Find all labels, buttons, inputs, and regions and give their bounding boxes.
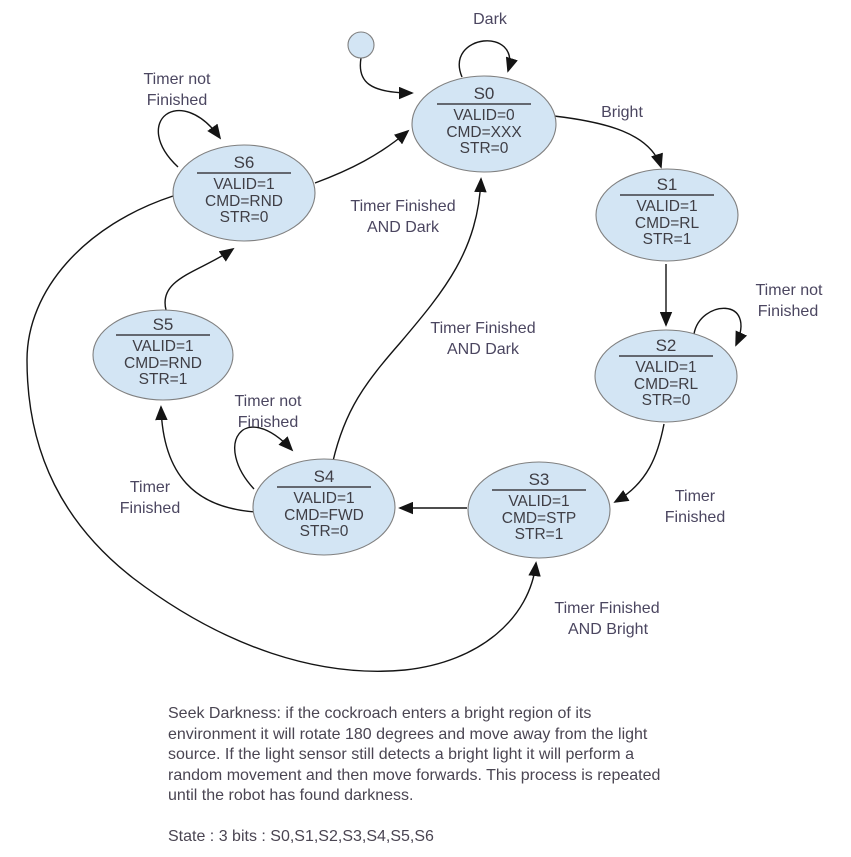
label-s4-timer-not-finished <box>235 393 303 431</box>
state-s4-name: S4 <box>313 467 335 486</box>
state-s6-cmd: CMD=RND <box>205 193 283 210</box>
label-dark: Dark <box>473 11 507 28</box>
initial-state-marker <box>348 32 374 58</box>
state-s5-cmd: CMD=RND <box>124 355 202 372</box>
label-s6-s3-timer-finished-and-bright <box>554 600 659 638</box>
edge-s5-to-s6 <box>165 249 233 310</box>
label-s6-s0-timer-finished-and-dark <box>350 198 455 236</box>
svg-text:Timer Finished: Timer Finished <box>554 600 660 617</box>
svg-text:AND Bright: AND Bright <box>567 621 649 638</box>
svg-text:Finished: Finished <box>237 414 299 431</box>
state-s1-name: S1 <box>656 175 678 194</box>
state-s0-valid: VALID=0 <box>453 107 515 124</box>
state-s0-cmd: CMD=XXX <box>446 124 522 141</box>
state-s1-valid: VALID=1 <box>636 198 698 215</box>
edge-start-to-s0 <box>360 58 412 93</box>
state-s1 <box>596 169 738 261</box>
state-s5-valid: VALID=1 <box>132 338 194 355</box>
edge-s6-to-s3-tf-and-bright <box>27 196 536 671</box>
state-s6-valid: VALID=1 <box>213 176 275 193</box>
edge-s6-to-s0-tf-and-dark <box>315 131 408 183</box>
state-s1-str: STR=1 <box>642 231 692 248</box>
state-s6-name: S6 <box>233 153 255 172</box>
svg-text:Finished: Finished <box>757 303 819 320</box>
state-s3-cmd: CMD=STP <box>501 510 577 527</box>
state-s0-name: S0 <box>473 84 495 103</box>
state-bits-note: State : 3 bits : S0,S1,S2,S3,S4,S5,S6 <box>168 828 434 845</box>
label-s4-s5-timer-finished <box>120 479 180 517</box>
svg-text:Timer Finished: Timer Finished <box>350 198 456 215</box>
state-s2-str: STR=0 <box>641 392 691 409</box>
state-s1-cmd: CMD=RL <box>634 215 700 232</box>
svg-text:Timer not: Timer not <box>234 393 302 410</box>
state-s3-str: STR=1 <box>514 526 564 543</box>
state-s2-valid: VALID=1 <box>635 359 697 376</box>
caption-paragraph: Seek Darkness: if the cockroach enters a bright region of its environment it will rotate 180 degrees and move away from the light source. If the light sensor still detects a bright light it will perform a random movement and then move forwards. This process is repeated until the robot has found darkness. <box>168 705 661 804</box>
label-s4-s0-timer-finished-and-dark <box>430 320 535 358</box>
label-s6-timer-not-finished <box>144 71 212 109</box>
state-s6-str: STR=0 <box>219 209 269 226</box>
svg-text:Finished: Finished <box>664 509 726 526</box>
svg-text:Finished: Finished <box>146 92 208 109</box>
state-s3 <box>468 462 610 558</box>
state-s5 <box>93 310 233 400</box>
state-s3-valid: VALID=1 <box>508 493 570 510</box>
svg-text:Timer Finished: Timer Finished <box>430 320 536 337</box>
state-s2-name: S2 <box>655 336 677 355</box>
svg-text:AND Dark: AND Dark <box>446 341 520 358</box>
state-s4-valid: VALID=1 <box>293 490 355 507</box>
edge-s0-to-s1-bright <box>554 116 661 167</box>
state-s5-name: S5 <box>152 315 174 334</box>
state-s4-cmd: CMD=FWD <box>284 507 364 524</box>
svg-text:Finished: Finished <box>119 500 181 517</box>
svg-text:AND Dark: AND Dark <box>366 219 440 236</box>
state-s0-str: STR=0 <box>459 140 509 157</box>
svg-text:Timer: Timer <box>674 488 716 505</box>
label-s2-timer-not-finished <box>756 282 824 320</box>
state-s5-str: STR=1 <box>138 371 188 388</box>
state-s4-str: STR=0 <box>299 523 349 540</box>
state-s2-cmd: CMD=RL <box>633 376 699 393</box>
svg-text:Timer: Timer <box>129 479 171 496</box>
edge-s0-self-loop-dark <box>459 41 509 77</box>
state-s3-name: S3 <box>528 470 550 489</box>
edge-s2-to-s3-timer-finished <box>615 424 664 502</box>
label-bright: Bright <box>601 104 643 121</box>
state-s2 <box>595 330 737 422</box>
svg-text:Timer not: Timer not <box>143 71 211 88</box>
state-s0 <box>412 76 556 172</box>
state-s6 <box>173 145 315 241</box>
label-s2-s3-timer-finished <box>665 488 725 526</box>
svg-text:Timer not: Timer not <box>755 282 823 299</box>
state-s4 <box>253 459 395 555</box>
